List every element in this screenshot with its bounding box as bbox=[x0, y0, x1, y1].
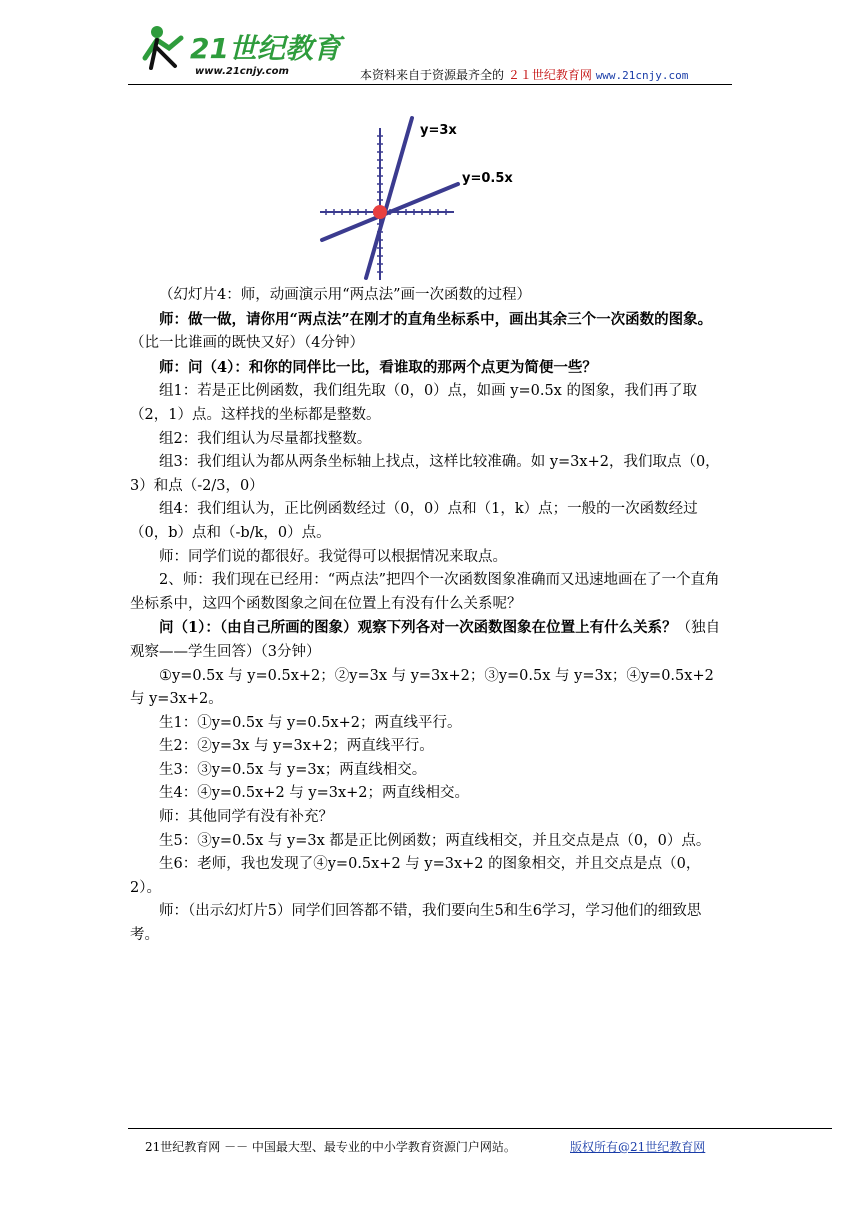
header-note-brand[interactable]: ２１世纪教育网 bbox=[507, 68, 592, 82]
origin-point bbox=[373, 205, 387, 219]
paragraph bbox=[130, 284, 730, 308]
paragraph-text: （独自观察——学生回答）（3分钟） bbox=[130, 620, 721, 660]
paragraph bbox=[130, 782, 730, 806]
label-y-3x: y=3x bbox=[420, 123, 457, 138]
paragraph bbox=[130, 380, 730, 427]
paragraph bbox=[130, 546, 730, 570]
paragraph bbox=[130, 498, 730, 545]
paragraph bbox=[130, 830, 730, 854]
paragraph-text: 生4：④y=0.5x+2 与 y=3x+2；两直线相交。 bbox=[159, 785, 470, 802]
paragraph bbox=[130, 759, 730, 783]
logo-text: 21世纪教育 bbox=[190, 32, 341, 65]
logo-url: www.21cnjy.com bbox=[195, 66, 289, 77]
paragraph bbox=[130, 853, 730, 900]
paragraph bbox=[130, 451, 730, 498]
paragraph-text: 生1：①y=0.5x 与 y=0.5x+2；两直线平行。 bbox=[159, 714, 462, 731]
footer-text: 21世纪教育网 －－ 中国最大型、最专业的中小学教育资源门户网站。 bbox=[145, 1140, 516, 1154]
lesson-body bbox=[130, 284, 730, 948]
line-y-3x bbox=[366, 118, 412, 278]
site-logo bbox=[135, 18, 345, 80]
paragraph bbox=[130, 735, 730, 759]
paragraph-text: （幻灯片4：师，动画演示用“两点法”画一次函数的过程） bbox=[159, 287, 532, 303]
header-note-url[interactable]: www.21cnjy.com bbox=[595, 69, 689, 82]
header-note bbox=[360, 66, 688, 83]
paragraph-text: ①y=0.5x 与 y=0.5x+2；②y=3x 与 y=3x+2；③y=0.5x 与 y=3x；④y=0.5x+2 与 y=3x+2。 bbox=[130, 667, 714, 708]
paragraph-text: 组1：若是正比例函数，我们组先取（0，0）点，如画 y=0.5x 的图象，我们再了取（2，1）点。这样找的坐标都是整数。 bbox=[130, 383, 697, 423]
label-y-0-5x: y=0.5x bbox=[462, 171, 513, 186]
footer-divider bbox=[128, 1128, 832, 1129]
header-note-prefix: 本资料来自于资源最齐全的 bbox=[360, 68, 505, 82]
paragraph-text: 组2：我们组认为尽量都找整数。 bbox=[159, 430, 372, 447]
paragraph-bold: 问（1）：（由自己所画的图象）观察下列各对一次函数图象在位置上有什么关系？ bbox=[159, 619, 677, 637]
paragraph-text: 师：（出示幻灯片5）同学们回答都不错，我们要向生5和生6学习，学习他们的细致思考。 bbox=[130, 903, 702, 944]
footer-copyright-link[interactable]: 版权所有@21世纪教育网 bbox=[570, 1140, 706, 1154]
paragraph bbox=[130, 356, 730, 381]
function-graph bbox=[318, 114, 518, 282]
paragraph bbox=[130, 900, 730, 947]
paragraph bbox=[130, 428, 730, 452]
paragraph bbox=[130, 665, 730, 712]
paragraph-text: 生2：②y=3x 与 y=3x+2；两直线平行。 bbox=[159, 738, 434, 755]
paragraph-text: 师：同学们说的都很好。我觉得可以根据情况来取点。 bbox=[159, 548, 507, 565]
paragraph-text: 生6：老师，我也发现了④y=0.5x+2 与 y=3x+2 的图象相交，并且交点是点（0，2）。 bbox=[130, 856, 701, 896]
header-divider bbox=[128, 84, 732, 85]
paragraph-text: 组4：我们组认为，正比例函数经过（0，0）点和（1，k）点；一般的一次函数经过（0，b）点和（-b/k，0）点。 bbox=[130, 501, 698, 541]
paragraph bbox=[130, 712, 730, 736]
paragraph bbox=[130, 308, 730, 356]
paragraph-text: 生3：③y=0.5x 与 y=3x；两直线相交。 bbox=[159, 761, 427, 778]
paragraph-text: 生5：③y=0.5x 与 y=3x 都是正比例函数；两直线相交，并且交点是点（0，0）点。 bbox=[159, 832, 711, 849]
paragraph bbox=[130, 616, 730, 664]
paragraph bbox=[130, 569, 730, 616]
paragraph-text: 师：其他同学有没有补充？ bbox=[159, 809, 333, 826]
paragraph-text: 2、师：我们现在已经用：“两点法”把四个一次函数图象准确而又迅速地画在了一个直角坐标系中，这四个函数图象之间在位置上有没有什么关系呢？ bbox=[130, 572, 720, 612]
paragraph bbox=[130, 806, 730, 830]
runner-icon bbox=[145, 26, 181, 68]
paragraph-text: 组3：我们组认为都从两条坐标轴上找点，这样比较准确。如 y=3x+2，我们取点（0，3）和点（-2/3，0） bbox=[130, 454, 720, 494]
paragraph-bold: 师：问（4）：和你的同伴比一比，看谁取的那两个点更为简便一些？ bbox=[159, 358, 597, 376]
paragraph-text: （比一比谁画的既快又好）（4分钟） bbox=[130, 335, 364, 352]
paragraph-bold: 师：做一做，请你用“两点法”在刚才的直角坐标系中，画出其余三个一次函数的图象。 bbox=[159, 310, 713, 328]
